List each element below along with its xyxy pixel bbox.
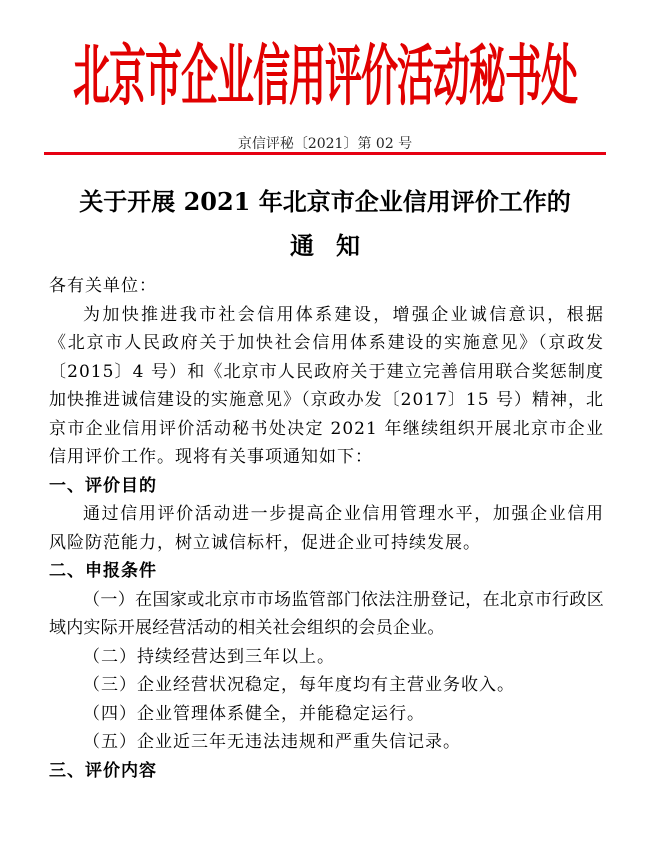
salutation: 各有关单位： xyxy=(49,276,157,296)
condition-item-4: （四）企业管理体系健全，并能稳定运行。 xyxy=(83,703,425,724)
condition-item-2: （二）持续经营达到三年以上。 xyxy=(83,646,335,667)
condition-item-5: （五）企业近三年无违法违规和严重失信记录。 xyxy=(83,732,461,752)
intro-paragraph: 为加快推进我市社会信用体系建设，增强企业诚信意识，根据《北京市人民政府关于加快社会信用体系建设的实施意见》（京政发〔2015〕4 号）和《北京市人民政府关于建立完善信用联合奖惩制度加快推进诚信建设的实施意见》（京政办发〔2017〕15 号）精神，北京市企业信用评价活动秘书处决定 2021 年继续组织开展北京市企业信用评价工作。现将有关事项通知如下： xyxy=(49,304,604,467)
document-number: 京信评秘〔2021〕第 02 号 xyxy=(237,136,413,152)
section-heading-content: 三、评价内容 xyxy=(49,760,157,781)
document-body xyxy=(49,272,604,785)
condition-item-1: （一）在国家或北京市市场监管部门依法注册登记，在北京市行政区域内实际开展经营活动的相关社会组织的会员企业。 xyxy=(49,589,604,638)
organization-masthead: 北京市企业信用评价活动秘书处 xyxy=(73,38,577,115)
purpose-paragraph: 通过信用评价活动进一步提高企业信用管理水平，加强企业信用风险防范能力，树立诚信标杆，促进企业可持续发展。 xyxy=(49,504,604,553)
document-title-line-2: 通知 xyxy=(290,231,382,260)
document-title-line-1: 关于开展 2021 年北京市企业信用评价工作的 xyxy=(79,187,571,216)
section-heading-purpose: 一、评价目的 xyxy=(49,475,157,496)
red-divider-line xyxy=(44,152,606,155)
condition-item-3: （三）企业经营状况稳定，每年度均有主营业务收入。 xyxy=(83,675,515,695)
section-heading-conditions: 二、申报条件 xyxy=(49,561,157,581)
